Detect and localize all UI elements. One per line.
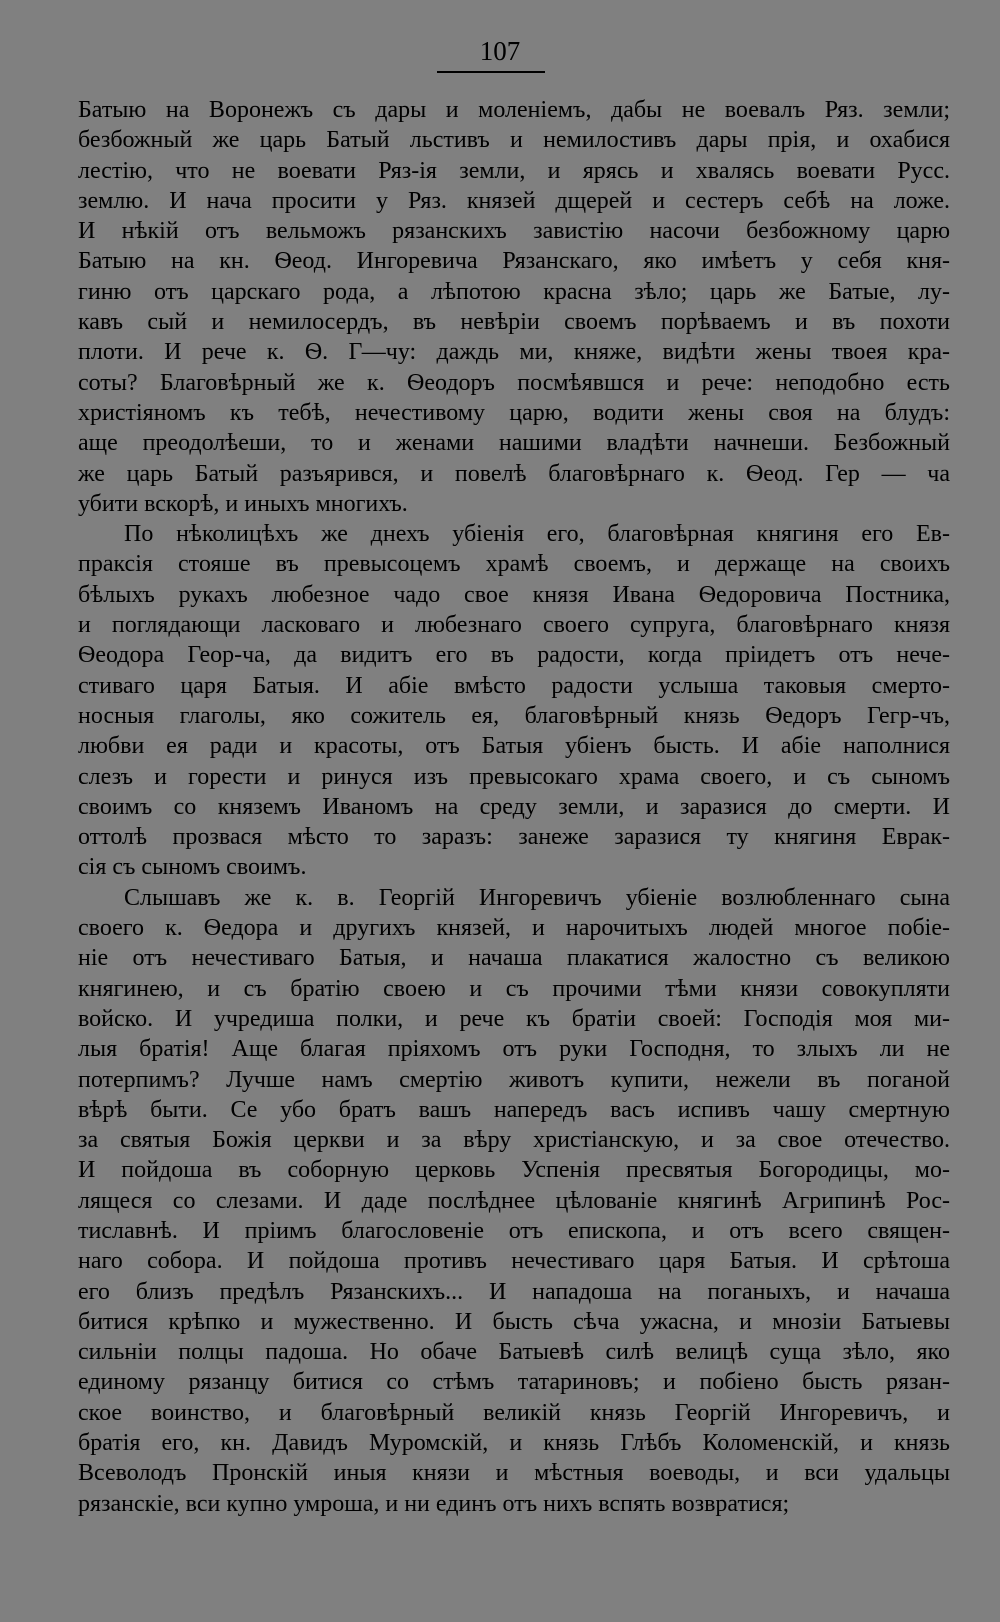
text-line: оттолѣ прозвася мѣсто то заразъ: занеже заразися ту княгиня Еврак- <box>78 824 950 851</box>
body-text <box>78 95 950 1519</box>
text-line: потерпимъ? Лучше намъ смертію животъ купити, нежели въ поганой <box>78 1066 950 1093</box>
text-line: войско. И учредиша полки, и рече къ братіи своей: Господія моя ми- <box>78 1005 950 1032</box>
text-line: И пойдоша въ соборную церковь Успенія пресвятыя Богородицы, мо- <box>78 1157 950 1184</box>
text-line: безбожный же царь Батый льстивъ и немилостивъ дары прія, и охабися <box>78 127 950 154</box>
text-line: его близъ предѣлъ Рязанскихъ... И нападоша на поганыхъ, и начаша <box>78 1278 950 1305</box>
text-line: тиславнѣ. И пріимъ благословеніе отъ епископа, и отъ всего священ- <box>78 1217 950 1244</box>
text-line: любви ея ради и красоты, отъ Батыя убіенъ бысть. И абіе наполнися <box>78 733 950 760</box>
text-line: убити вскорѣ, и иныхъ многихъ. <box>78 490 408 517</box>
text-line: христіяномъ къ тебѣ, нечестивому царю, водити жены своя на блудъ: <box>78 399 950 426</box>
text-line: сія съ сыномъ своимъ. <box>78 854 307 881</box>
text-line: бѣлыхъ рукахъ любезное чадо свое князя Ивана Ѳедоровича Постника, <box>78 581 950 608</box>
text-line: И нѣкій отъ вельможъ рязанскихъ завистію насочи безбожному царю <box>78 218 950 245</box>
text-line: лящеся со слезами. И даде послѣднее цѣлованіе княгинѣ Агрипинѣ Рос- <box>78 1187 950 1214</box>
text-line: сильніи полцы падоша. Но обаче Батыевѣ силѣ велицѣ суща зѣло, яко <box>78 1339 950 1366</box>
text-line: же царь Батый разъярився, и повелѣ благовѣрнаго к. Ѳеод. Гер — ча <box>78 460 950 487</box>
text-line: братія его, кн. Давидъ Муромскій, и князь Глѣбъ Коломенскій, и князь <box>78 1430 950 1457</box>
text-line: стиваго царя Батыя. И абіе вмѣсто радости услыша таковыя смерто- <box>78 672 950 699</box>
text-line: кавъ сый и немилосердъ, въ невѣріи своемъ порѣваемъ и въ похоти <box>78 309 950 336</box>
text-line: Слышавъ же к. в. Георгій Ингоревичъ убіеніе возлюбленнаго сына <box>124 884 950 911</box>
text-line: битися крѣпко и мужественно. И бысть сѣча ужасна, и мнозіи Батыевы <box>78 1308 950 1335</box>
text-line: праксія стояше въ превысоцемъ храмѣ своемъ, и держаще на своихъ <box>78 551 950 578</box>
text-line: своимъ со княземъ Иваномъ на среду земли, и заразися до смерти. И <box>78 793 950 820</box>
text-line: единому рязанцу битися со стѣмъ татариновъ; и побіено бысть рязан- <box>78 1369 950 1396</box>
text-line: наго собора. И пойдоша противъ нечестиваго царя Батыя. И срѣтоша <box>78 1248 950 1275</box>
text-line: рязанскіе, вси купно умроша, и ни единъ отъ нихъ вспять возвратися; <box>78 1490 790 1517</box>
text-line: ніе отъ нечестиваго Батыя, и начаша плакатися жалостно съ великою <box>78 945 950 972</box>
text-line: Батыю на Воронежъ съ дары и моленіемъ, дабы не воевалъ Ряз. земли; <box>78 97 950 123</box>
text-line: лыя братія! Аще благая пріяхомъ отъ руки Господня, то злыхъ ли не <box>78 1036 950 1063</box>
text-line: вѣрѣ быти. Се убо братъ вашъ напередъ васъ испивъ чашу смертную <box>78 1096 950 1123</box>
paragraph <box>78 519 950 883</box>
text-line: гиню отъ царскаго рода, а лѣпотою красна зѣло; царь же Батые, лу- <box>78 278 950 305</box>
text-line: лестію, что не воевати Ряз-ія земли, и ярясь и хвалясь воевати Русс. <box>78 157 950 184</box>
text-line: слезъ и горести и ринуся изъ превысокаго храма своего, и съ сыномъ <box>78 763 950 790</box>
page-number: 107 <box>479 36 521 66</box>
text-line: своего к. Ѳедора и другихъ князей, и нарочитыхъ людей многое побіе- <box>78 915 950 942</box>
page-number-rule <box>437 71 545 73</box>
paragraph <box>78 883 950 1519</box>
text-line: По нѣколицѣхъ же днехъ убіенія его, благовѣрная княгиня его Ев- <box>124 521 950 548</box>
text-line: соты? Благовѣрный же к. Ѳеодоръ посмѣявшся и рече: неподобно есть <box>78 369 950 396</box>
text-line: за святыя Божія церкви и за вѣру христіанскую, и за свое отечество. <box>78 1127 950 1154</box>
text-line: и поглядающи ласковаго и любезнаго своего супруга, благовѣрнаго князя <box>78 612 950 639</box>
text-line: Батыю на кн. Ѳеод. Ингоревича Рязанскаго, яко имѣетъ у себя кня- <box>78 248 950 275</box>
text-line: Всеволодъ Пронскій иныя князи и мѣстныя воеводы, и вси удальцы <box>78 1460 950 1487</box>
text-line: княгинею, и съ братію своею и съ прочими тѣми князи совокупляти <box>78 975 950 1002</box>
text-line: аще преодолѣеши, то и женами нашими владѣти начнеши. Безбожный <box>78 430 950 457</box>
paragraph <box>78 95 950 519</box>
text-line: носныя глаголы, яко сожитель ея, благовѣрный князь Ѳедоръ Гегр-чъ, <box>78 702 950 729</box>
text-line: ское воинство, и благовѣрный великій князь Георгій Ингоревичъ, и <box>78 1399 950 1426</box>
text-line: Ѳеодора Геор-ча, да видитъ его въ радости, когда пріидетъ отъ нече- <box>78 642 950 669</box>
text-line: землю. И нача просити у Ряз. князей дщерей и сестеръ себѣ на ложе. <box>78 187 950 214</box>
text-line: плоти. И рече к. Ѳ. Г—чу: даждь ми, княже, видѣти жены твоея кра- <box>78 339 950 366</box>
